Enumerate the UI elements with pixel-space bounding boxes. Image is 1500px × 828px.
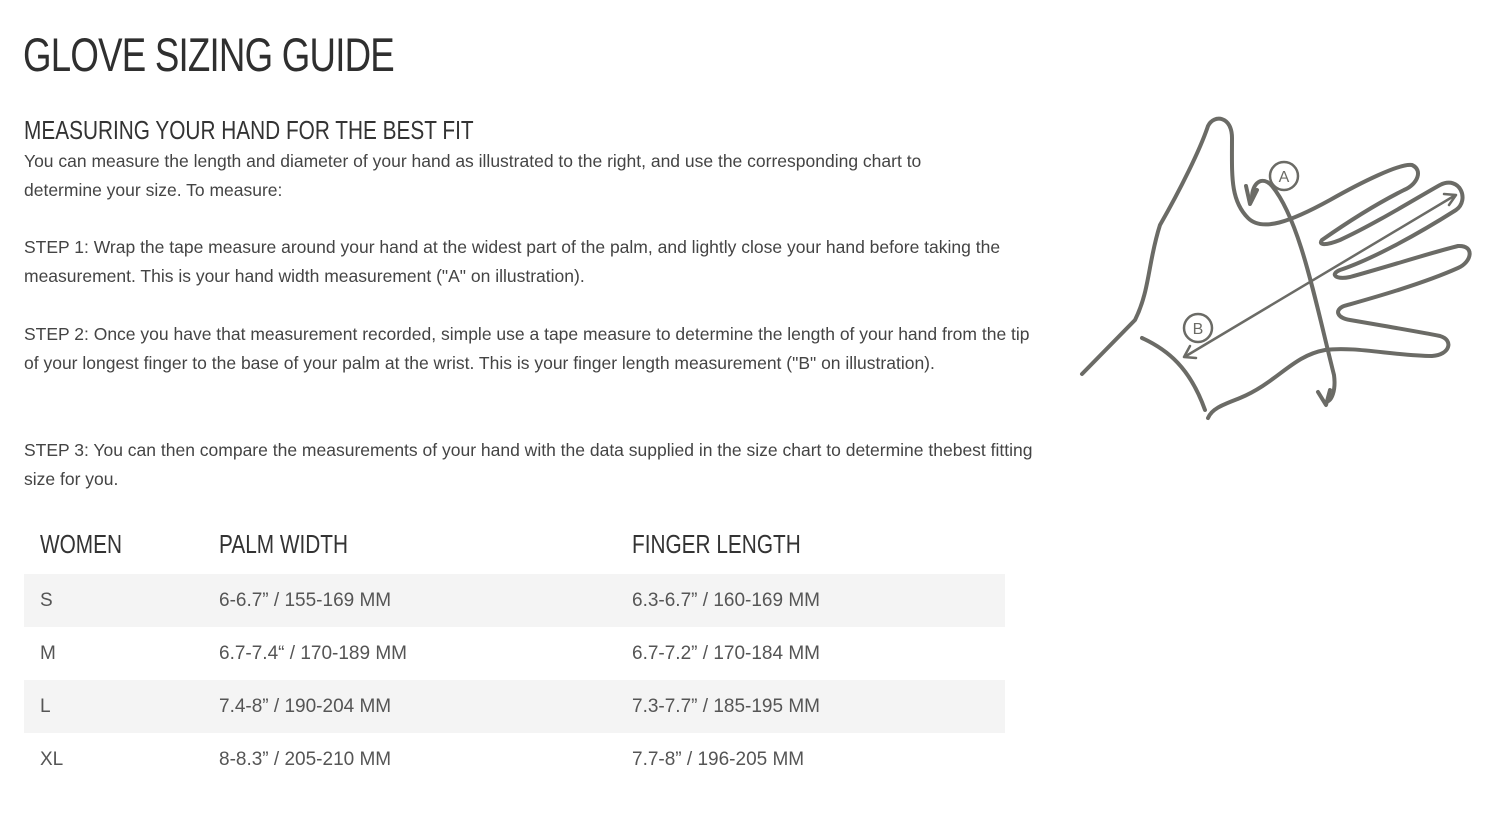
finger-length-cell: 7.7-8” / 196-205 MM [632, 748, 805, 770]
palm-width-cell: 6.7-7.4“ / 170-189 MM [219, 642, 407, 664]
header-palm-width: PALM WIDTH [219, 528, 349, 559]
palm-width-cell: 7.4-8” / 190-204 MM [219, 680, 632, 733]
page-title: GLOVE SIZING GUIDE [23, 28, 394, 81]
size-cell: S [24, 574, 219, 627]
wrist-crease [1142, 338, 1205, 410]
table-row-xl [24, 733, 1005, 786]
palm-width-cell: 6-6.7” / 155-169 MM [219, 574, 632, 627]
header-women: WOMEN [40, 528, 123, 559]
step-1-paragraph: STEP 1: Wrap the tape measure around your hand at the widest part of the palm, and lightly close your hand before taking the measurement. This is your hand width measurement ("A" on illustration). [24, 237, 1001, 286]
finger-length-cell: 7.3-7.7” / 185-195 MM [632, 680, 1005, 733]
intro-paragraph: You can measure the length and diameter of your hand as illustrated to the right, and use the corresponding chart to determine your size. To measure: [24, 151, 922, 200]
table-header-row [24, 514, 1005, 574]
step-2-paragraph: STEP 2: Once you have that measurement recorded, simple use a tape measure to determine the length of your hand from the tip of your longest finger to the base of your palm at the wrist. This is your finger length measurement ("B" on illustration). [24, 324, 1030, 373]
section-heading: MEASURING YOUR HAND FOR THE BEST FIT [24, 115, 474, 145]
table-row-m [24, 627, 1005, 680]
measure-a-arrow-bottom [1318, 390, 1330, 405]
label-a-text: A [1278, 169, 1290, 186]
table-row-l [24, 680, 1005, 733]
header-finger-length: FINGER LENGTH [632, 528, 801, 559]
hand-measurement-illustration [1070, 110, 1480, 430]
table-row-s [24, 574, 1005, 627]
size-chart-table [24, 514, 1005, 786]
label-b-text: B [1192, 321, 1204, 338]
size-cell: L [24, 680, 219, 733]
palm-width-cell: 8-8.3” / 205-210 MM [219, 748, 392, 770]
finger-length-cell: 6.7-7.2” / 170-184 MM [632, 642, 820, 664]
finger-length-cell: 6.3-6.7” / 160-169 MM [632, 574, 1005, 627]
size-cell: XL [40, 748, 64, 770]
step-3-paragraph: STEP 3: You can then compare the measurements of your hand with the data supplied in the size chart to determine thebest fitting size for you. [24, 440, 1033, 489]
size-cell: M [40, 642, 56, 664]
